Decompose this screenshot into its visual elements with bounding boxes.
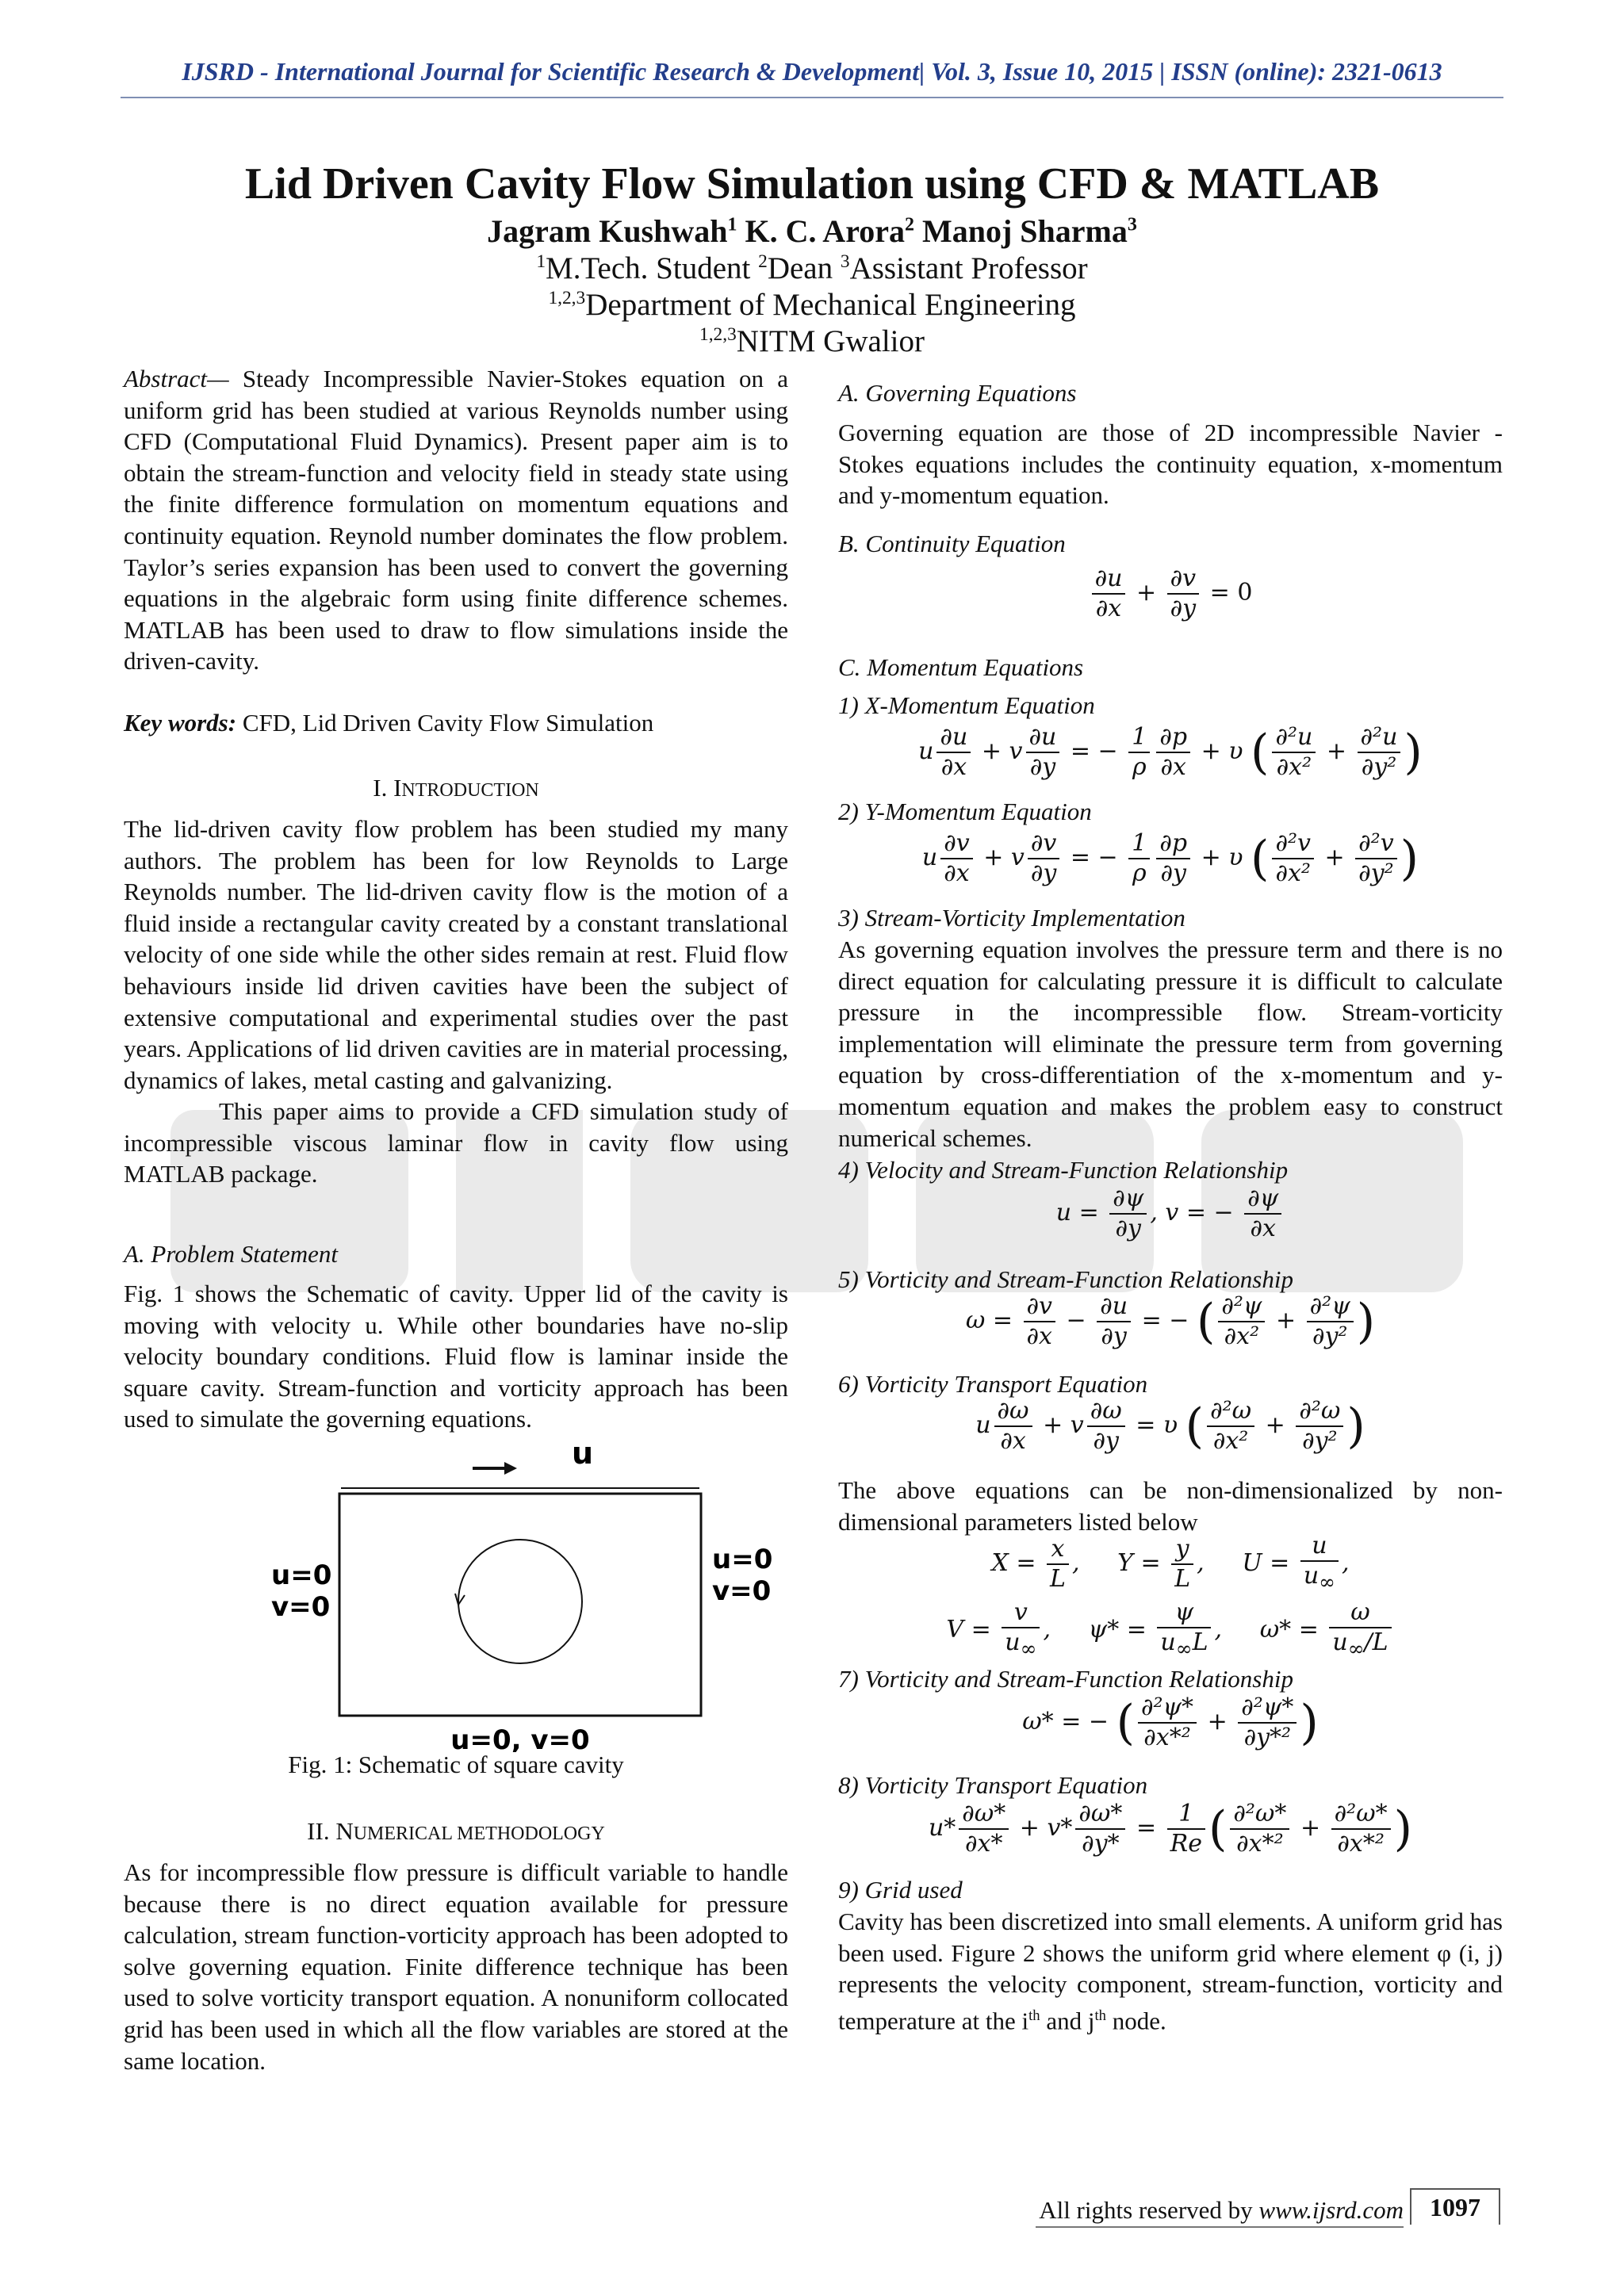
- running-head: IJSRD - International Journal for Scientific Research & Development| Vol. 3, Issue 10, 2015 | ISSN (online): 2321-0613: [182, 57, 1442, 86]
- equation-y-momentum: u $\frac{\partial v}{\partial x}$ + v $\frac{\partial v}{\partial y}$ = − $\frac{1}{\rho}$ $\frac{\partial p}{\partial y}$ + υ ( $\frac{\text{∂²v}}{\text{∂x²}}$ + $\frac{\text{∂²v}}{\text{∂y²}}$ ): [921, 829, 1419, 887]
- page-number: 1097: [1410, 2188, 1500, 2225]
- left-wall-label-v: v=0: [271, 1591, 331, 1623]
- author-name: Manoj Sharma: [921, 213, 1128, 249]
- grid-text: Cavity has been discretized into small elements. A uniform grid has been used. Figure 2 shows the uniform grid where element φ (i, j) represents the velocity component, stream-function, vorticity and temperature at the i: [838, 1908, 1503, 2035]
- item-grid-used: 9) Grid used: [838, 1876, 963, 1904]
- left-wall-label-u: u=0: [271, 1559, 332, 1591]
- affil-sup: 2: [758, 251, 768, 272]
- equation-velocity-stream: u = $\frac{\partial\psi}{\partial y}$ , v = − $\frac{\partial\psi}{\partial x}$: [838, 1184, 1503, 1243]
- grid-text: and j: [1040, 2007, 1095, 2035]
- abstract-label: Abstract: [124, 365, 208, 392]
- equation-vorticity-transport: u $\frac{\partial\omega}{\partial x}$ + v $\frac{\partial\omega}{\partial y}$ = υ ( $\frac{\text{∂²ω}}{\text{∂x²}}$ + $\frac{\text{∂²ω}}{\text{∂y²}}$ ): [975, 1397, 1365, 1455]
- affil-sup: 1,2,3: [699, 324, 737, 345]
- equation-nondim-2: V = $\frac{v}{u_\infty}$ , ψ* = $\frac{\psi}{u_\infty L}$ , ω* = $\frac{\omega}{u_\infty/L}$: [838, 1598, 1503, 1663]
- heading-smallcaps: NTRODUCTION: [401, 780, 539, 801]
- figure-cavity-schematic: [124, 1435, 788, 1752]
- circulation-arrow-icon: [455, 1594, 465, 1605]
- item-x-momentum: 1) X-Momentum Equation: [838, 691, 1095, 719]
- keywords: [124, 707, 788, 739]
- rights-text: All rights reserved by: [1039, 2196, 1259, 2224]
- item-stream-vorticity: 3) Stream-Vorticity Implementation: [838, 904, 1185, 932]
- author-sup: 3: [1127, 214, 1137, 235]
- heading-smallcaps: UMERICAL METHODOLOGY: [353, 1823, 605, 1844]
- equation-vorticity-stream-nondim: ω* = − ( $\frac{\text{∂²ψ*}}{\text{∂x*²}}$ + $\frac{\text{∂²ψ*}}{\text{∂y*²}}$ ): [1022, 1693, 1319, 1751]
- author-line: [0, 212, 1624, 250]
- circulation-loop: [458, 1540, 582, 1663]
- heading-initial: I: [393, 774, 402, 802]
- lid-velocity-label: u: [572, 1436, 594, 1471]
- intro-paragraph-1: The lid-driven cavity flow problem has been studied my many authors. The problem has been for low Reynolds to Large Reynolds number. The lid-driven cavity flow is the motion of a fluid inside a rectangular cavity created by a constant translational velocity of one side while the other sides remain at rest. Fluid flow behaviours inside lid driven cavities have been the subject of extensive computational and experimental studies over the past years. Applications of lid driven cavities are in material processing, dynamics of lakes, metal casting and galvanizing.: [124, 815, 788, 1094]
- item-vorticity-stream-function: 5) Vorticity and Stream-Function Relationship: [838, 1265, 1293, 1293]
- affil-sup: 3: [840, 251, 850, 272]
- intro-paragraph-2: This paper aims to provide a CFD simulation study of incompressible viscous laminar flow in cavity flow using MATLAB package.: [124, 1097, 788, 1188]
- abstract: [124, 363, 788, 677]
- section-number: II.: [307, 1817, 336, 1845]
- equation-x-momentum: u $\frac{\partial u}{\partial x}$ + v $\frac{\partial u}{\partial y}$ = − $\frac{1}{\rho}$ $\frac{\partial p}{\partial x}$ + υ ( $\frac{\text{∂²u}}{\text{∂x²}}$ + $\frac{\text{∂²u}}{\text{∂y²}}$ ): [918, 723, 1423, 781]
- item-vorticity-stream-function-nondim: 7) Vorticity and Stream-Function Relationship: [838, 1665, 1293, 1693]
- bottom-wall-label: u=0, v=0: [450, 1724, 590, 1752]
- subsection-momentum-equations: C. Momentum Equations: [838, 653, 1084, 681]
- section-number: I.: [373, 774, 394, 802]
- equation-continuity: $\frac{\partial u}{\partial x}$ + $\frac{\partial v}{\partial y}$ = 0: [838, 564, 1503, 623]
- item-y-momentum: 2) Y-Momentum Equation: [838, 798, 1092, 825]
- footer-rule: [1036, 2226, 1404, 2228]
- affil-sup: 1: [536, 251, 546, 272]
- problem-paragraph: Fig. 1 shows the Schematic of cavity. Upper lid of the cavity is moving with velocity u. While other boundaries have no-slip velocity boundary conditions. Fluid flow is laminar inside the square cavity. Stream-function and vorticity approach has been used to simulate the governing equations.: [124, 1280, 788, 1433]
- subsection-governing-equations: A. Governing Equations: [838, 379, 1077, 407]
- keywords-label: Key words:: [124, 709, 237, 737]
- author-sup: 1: [727, 214, 737, 235]
- abstract-dash: —: [207, 365, 243, 392]
- governing-paragraph: Governing equation are those of 2D incompressible Navier - Stokes equations includes the continuity equation, x-momentum and y-momentum equation.: [838, 419, 1503, 510]
- right-wall-label-v: v=0: [712, 1575, 772, 1607]
- section-heading-numerical-methodology: [124, 1816, 788, 1850]
- author-sup: 2: [904, 214, 914, 235]
- affil-dept: Department of Mechanical Engineering: [585, 288, 1076, 322]
- arrow-head-icon: [504, 1462, 517, 1475]
- equation-vorticity-stream: ω = $\frac{\partial v}{\partial x}$ − $\frac{\partial u}{\partial y}$ = − ( $\frac{\text{∂²ψ}}{\text{∂x²}}$ + $\frac{\text{∂²ψ}}{\text{∂y²}}$ ): [965, 1292, 1376, 1350]
- author-name: Jagram Kushwah: [487, 213, 728, 249]
- author-name: K. C. Arora: [745, 213, 905, 249]
- affil-sup: 1,2,3: [548, 288, 586, 308]
- item-velocity-stream-function: 4) Velocity and Stream-Function Relationship: [838, 1156, 1289, 1184]
- keywords-text: CFD, Lid Driven Cavity Flow Simulation: [236, 709, 654, 737]
- lid-line: [341, 1487, 699, 1489]
- grid-text: node.: [1105, 2007, 1166, 2035]
- affil-inst: NITM Gwalior: [736, 324, 925, 358]
- item-vorticity-transport-nondim: 8) Vorticity Transport Equation: [838, 1771, 1148, 1799]
- item-vorticity-transport: 6) Vorticity Transport Equation: [838, 1370, 1148, 1398]
- abstract-text: Steady Incompressible Navier-Stokes equation on a uniform grid has been studied at various Reynolds number using CFD (Computational Fluid Dynamics). Present paper aim is to obtain the stream-function and velocity field in steady state using the finite difference formulation on momentum equations and continuity equation. Reynold number dominates the flow problem. Taylor’s series expansion has been used to convert the governing equations in the algebraic form using finite difference schemes. MATLAB has been used to draw to flow simulations inside the driven-cavity.: [124, 365, 788, 675]
- section-heading-introduction: [124, 772, 788, 807]
- footer-rights: [1036, 2196, 1404, 2225]
- affil-role: M.Tech. Student: [546, 251, 759, 285]
- grid-sup: th: [1094, 2007, 1106, 2024]
- affiliation-roles: [0, 251, 1624, 286]
- numerical-paragraph: As for incompressible flow pressure is difficult variable to handle because there is no direct equation available for pressure calculation, stream function-vorticity approach has been adopted to solve governing equation. Finite difference technique has been used to solve vorticity transport equation. A nonuniform collocated grid has been used in which all the flow variables are stored at the same location.: [124, 1858, 788, 2075]
- affiliation-inst: [0, 323, 1624, 359]
- header-rule: [121, 97, 1503, 98]
- paper-title: Lid Driven Cavity Flow Simulation using CFD & MATLAB: [244, 159, 1380, 209]
- stream-vorticity-paragraph: As governing equation involves the pressure term and there is no direct equation for calculating pressure it is difficult to calculate pressure in the incompressible flow. Stream-vorticity implementation will eliminate the pressure term from governing equation by cross-differentiation of the x-momentum and y-momentum equation and makes the problem easy to construct numerical schemes.: [838, 936, 1503, 1152]
- figure-1-caption: Fig. 1: Schematic of square cavity: [288, 1751, 624, 1778]
- equation-vorticity-transport-nondim: u* $\frac{\partial\omega*}{\partial x*}$ + v* $\frac{\partial\omega*}{\partial y*}$ = $\frac{1}{Re}$ ( $\frac{\text{∂²ω*}}{\text{∂x*²}}$ + $\frac{\text{∂²ω*}}{\text{∂x*²}}$ ): [928, 1800, 1413, 1858]
- subsection-problem-statement: A. Problem Statement: [124, 1240, 339, 1268]
- nondim-paragraph: The above equations can be non-dimensionalized by non-dimensional parameters listed below: [838, 1476, 1503, 1536]
- grid-paragraph: [838, 1906, 1503, 2037]
- subsection-continuity-equation: B. Continuity Equation: [838, 530, 1066, 557]
- site-link[interactable]: www.ijsrd.com: [1258, 2196, 1404, 2224]
- cavity-box: [339, 1494, 701, 1716]
- equation-nondim-1: X = $\frac{x}{L}$ , Y = $\frac{y}{L}$ , U = $\frac{u}{u_\infty}$ ,: [991, 1532, 1350, 1594]
- affil-role: Assistant Professor: [849, 251, 1088, 285]
- grid-sup: th: [1028, 2007, 1040, 2024]
- heading-initial: N: [335, 1817, 354, 1845]
- right-wall-label-u: u=0: [712, 1544, 773, 1575]
- affiliation-dept: [0, 287, 1624, 323]
- affil-role: Dean: [767, 251, 841, 285]
